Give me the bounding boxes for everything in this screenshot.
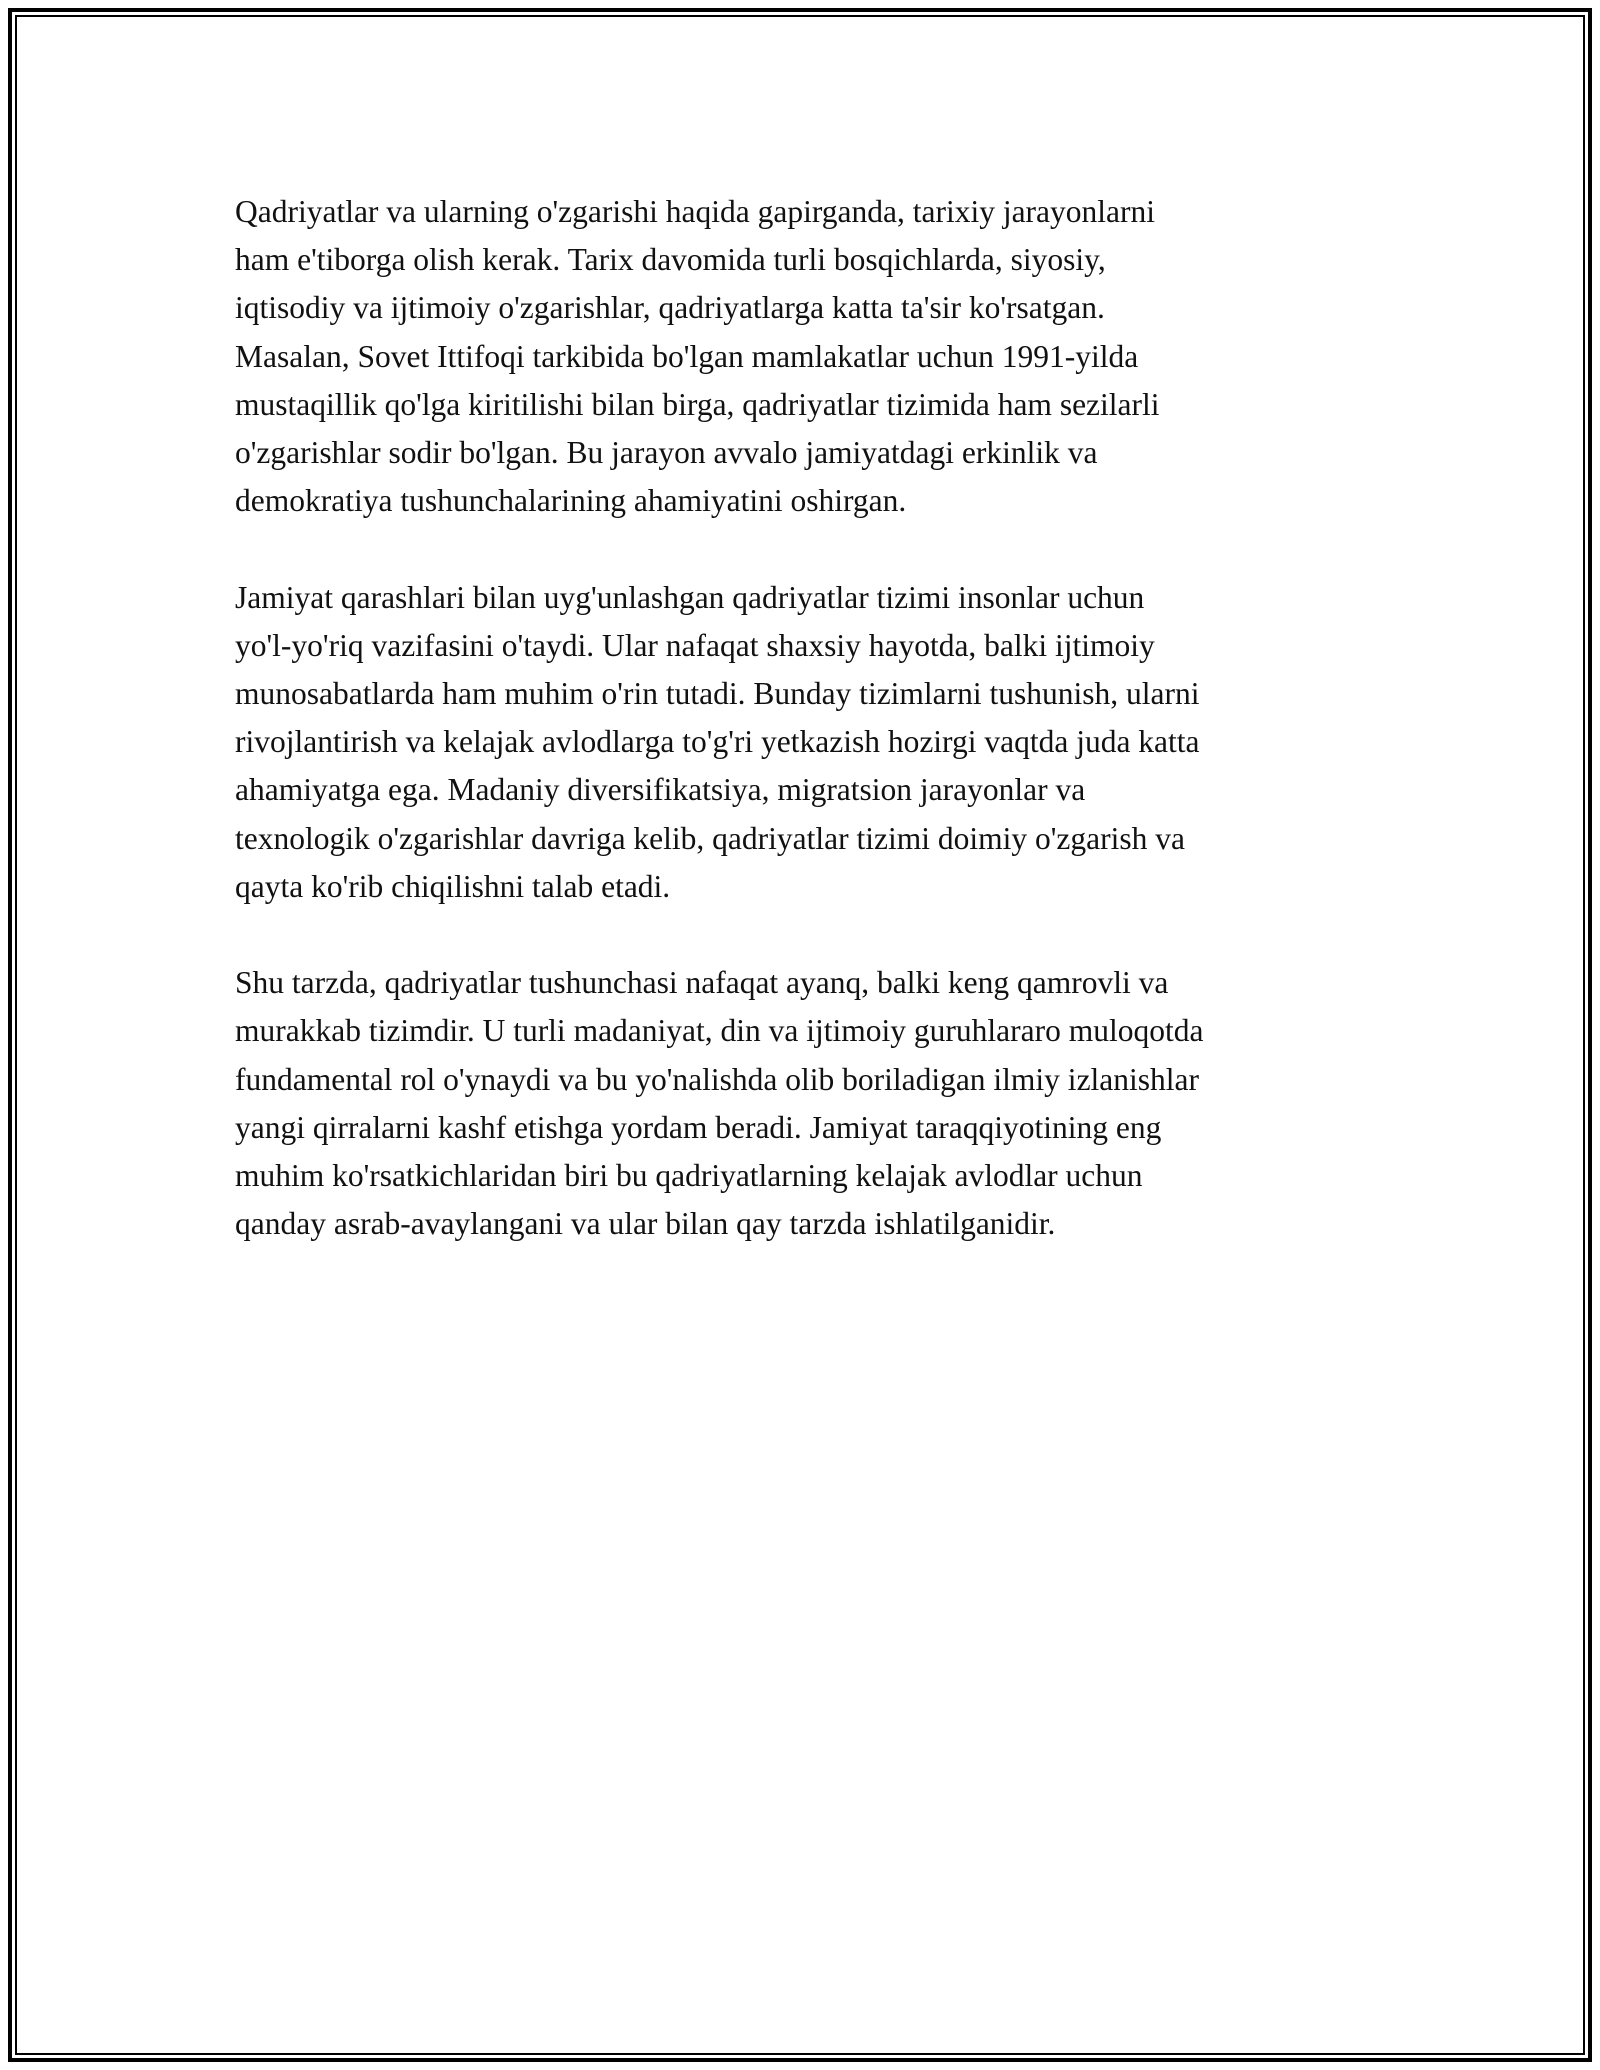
text-line: iqtisodiy va ijtimoiy o'zgarishlar, qadriyatlarga katta ta'sir ko'rsatgan. <box>235 290 1105 326</box>
text-line: ham e'tiborga olish kerak. Tarix davomida turli bosqichlarda, siyosiy, <box>235 242 1106 278</box>
text-line: mustaqillik qo'lga kiritilishi bilan birga, qadriyatlar tizimida ham sezilarli <box>235 386 1160 422</box>
text-line: Masalan, Sovet Ittifoqi tarkibida bo'lgan mamlakatlar uchun 1991-yilda <box>235 338 1139 374</box>
text-line: rivojlantirish va kelajak avlodlarga to'g'ri yetkazish hozirgi vaqtda juda katta <box>235 724 1200 760</box>
paragraph-3 <box>235 959 1375 1248</box>
text-line: Jamiyat qarashlari bilan uyg'unlashgan qadriyatlar tizimi insonlar uchun <box>235 579 1145 615</box>
text-line: yo'l-yo'riq vazifasini o'taydi. Ular nafaqat shaxsiy hayotda, balki ijtimoiy <box>235 627 1155 663</box>
text-line: yangi qirralarni kashf etishga yordam beradi. Jamiyat taraqqiyotining eng <box>235 1109 1162 1145</box>
text-line: qayta ko'rib chiqilishni talab etadi. <box>235 868 671 904</box>
document-body <box>235 188 1375 1297</box>
text-line: muhim ko'rsatkichlaridan biri bu qadriyatlarning kelajak avlodlar uchun <box>235 1158 1143 1194</box>
text-line: murakkab tizimdir. U turli madaniyat, din va ijtimoiy guruhlararo muloqotda <box>235 1013 1204 1049</box>
text-line: texnologik o'zgarishlar davriga kelib, qadriyatlar tizimi doimiy o'zgarish va <box>235 820 1185 856</box>
text-line: demokratiya tushunchalarining ahamiyatini oshirgan. <box>235 483 907 519</box>
text-line: qanday asrab-avaylangani va ular bilan qay tarzda ishlatilganidir. <box>235 1206 1056 1242</box>
paragraph-2 <box>235 574 1375 911</box>
text-line: fundamental rol o'ynaydi va bu yo'nalishda olib boriladigan ilmiy izlanishlar <box>235 1061 1200 1097</box>
text-line: Shu tarzda, qadriyatlar tushunchasi nafaqat ayanq, balki keng qamrovli va <box>235 965 1169 1001</box>
paragraph-1 <box>235 188 1375 525</box>
text-line: ahamiyatga ega. Madaniy diversifikatsiya, migratsion jarayonlar va <box>235 772 1086 808</box>
text-line: o'zgarishlar sodir bo'lgan. Bu jarayon avvalo jamiyatdagi erkinlik va <box>235 435 1098 471</box>
text-line: Qadriyatlar va ularning o'zgarishi haqida gapirganda, tarixiy jarayonlarni <box>235 194 1156 229</box>
text-line: munosabatlarda ham muhim o'rin tutadi. Bunday tizimlarni tushunish, ularni <box>235 676 1200 712</box>
